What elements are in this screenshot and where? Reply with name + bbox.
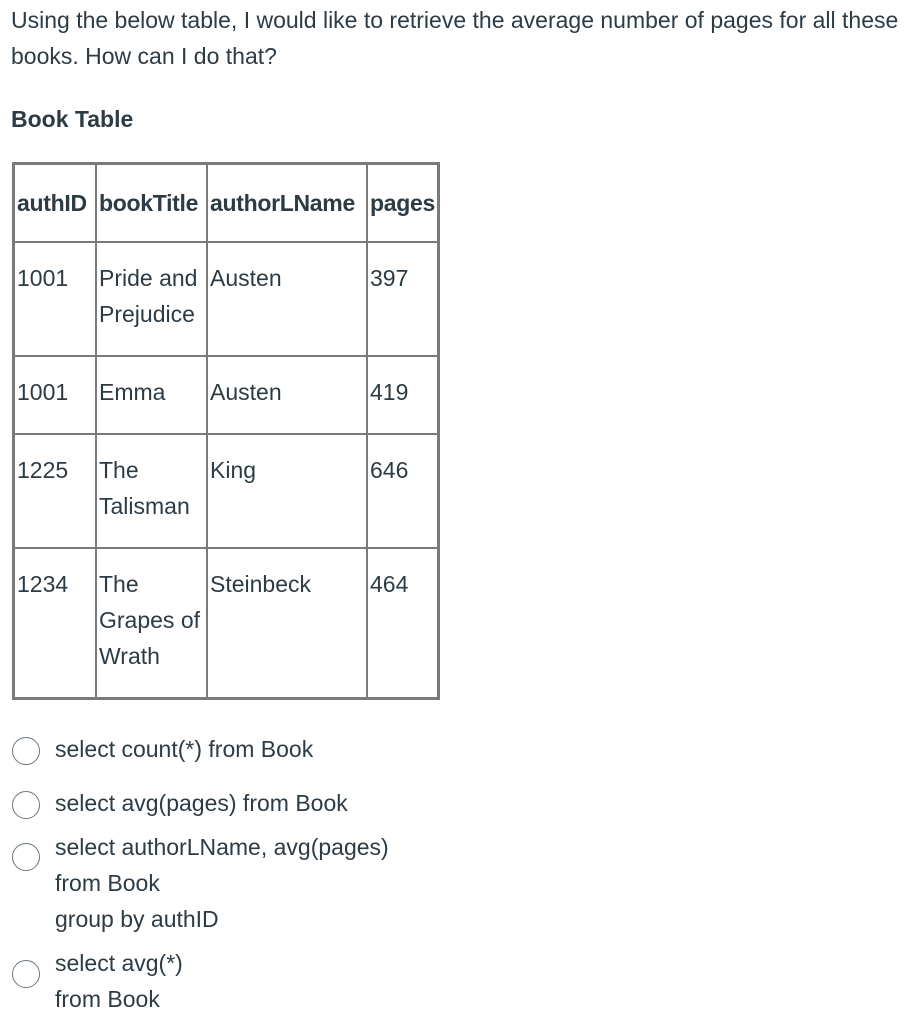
cell-pages: 646 xyxy=(367,434,438,548)
table-row xyxy=(14,356,438,434)
table-heading: Book Table xyxy=(11,106,134,132)
cell-authorlname: Austen xyxy=(207,356,367,434)
cell-authid: 1001 xyxy=(14,242,96,356)
answer-option-avg-star[interactable] xyxy=(12,945,612,1017)
cell-pages: 464 xyxy=(367,548,438,698)
cell-pages: 397 xyxy=(367,242,438,356)
answer-options xyxy=(12,731,612,1017)
answer-option-label: select avg(pages) from Book xyxy=(55,790,348,816)
cell-authid: 1234 xyxy=(14,548,96,698)
table-row xyxy=(14,548,438,698)
column-header-authorlname: authorLName xyxy=(207,164,367,242)
cell-authid: 1225 xyxy=(14,434,96,548)
cell-booktitle: The Grapes of Wrath xyxy=(96,548,207,698)
answer-option-group-by[interactable] xyxy=(12,829,612,945)
answer-option-avg-pages[interactable] xyxy=(12,785,612,829)
cell-authid: 1001 xyxy=(14,356,96,434)
column-header-pages: pages xyxy=(367,164,438,242)
radio-button[interactable] xyxy=(12,843,40,871)
cell-pages: 419 xyxy=(367,356,438,434)
question-text: Using the below table, I would like to retrieve the average number of pages for all these books. How can I do that? xyxy=(11,7,899,69)
answer-option-label: select count(*) from Book xyxy=(55,736,314,762)
column-header-authid: authID xyxy=(14,164,96,242)
cell-booktitle: Pride and Prejudice xyxy=(96,242,207,356)
column-header-booktitle: bookTitle xyxy=(96,164,207,242)
cell-authorlname: King xyxy=(207,434,367,548)
cell-booktitle: Emma xyxy=(96,356,207,434)
answer-option-count[interactable] xyxy=(12,731,612,785)
cell-booktitle: The Talisman xyxy=(96,434,207,548)
radio-button[interactable] xyxy=(12,960,40,988)
answer-option-label: select authorLName, avg(pages) from Book group by authID xyxy=(55,834,389,932)
table-row xyxy=(14,242,438,356)
table-header-row xyxy=(14,164,438,242)
radio-button[interactable] xyxy=(12,791,40,819)
cell-authorlname: Steinbeck xyxy=(207,548,367,698)
answer-option-label: select avg(*) from Book xyxy=(55,950,183,1012)
radio-button[interactable] xyxy=(12,737,40,765)
book-table xyxy=(12,162,440,700)
table-row xyxy=(14,434,438,548)
cell-authorlname: Austen xyxy=(207,242,367,356)
